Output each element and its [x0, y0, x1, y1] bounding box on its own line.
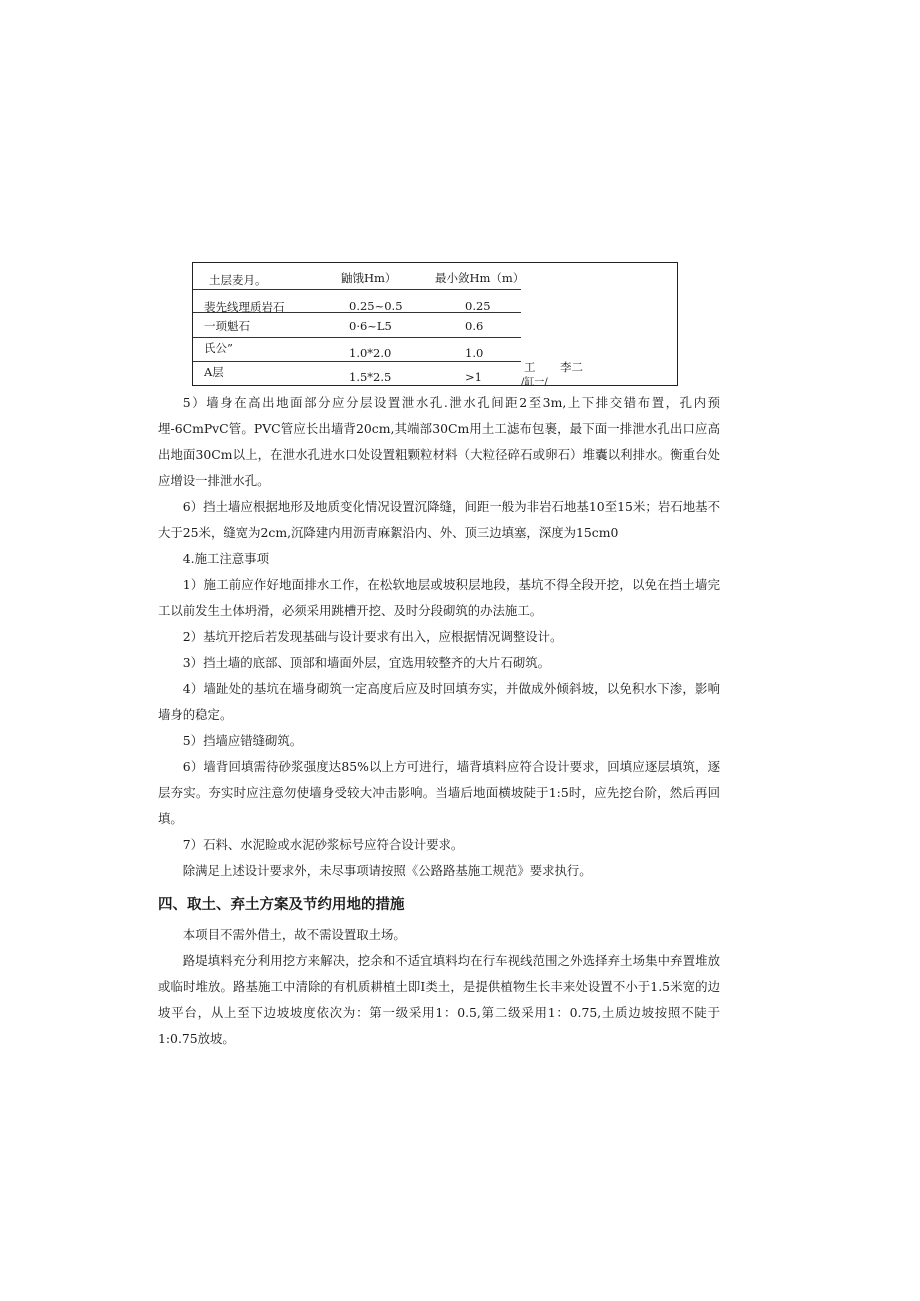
paragraph: 除满足上述设计要求外，未尽事项请按照《公路路基施工规范》要求执行。: [182, 863, 592, 878]
table-header-soil: 土层麦月。: [209, 273, 267, 287]
side-mark: 李二: [560, 360, 583, 374]
design-notes: [158, 390, 720, 1052]
table-cell: 0·6~L5: [349, 319, 392, 333]
table-rule: [193, 361, 521, 362]
paragraph: 本项目不需外借土，故不需设置取土场。: [182, 927, 406, 942]
paragraph: 2）基坑开挖后若发现基础与设计要求有出入，应根据情况调整设计。: [182, 629, 563, 644]
table-cell: 裴先线理质岩石: [204, 300, 285, 314]
paragraph: 1）施工前应作好地面排水工作，在松软地层或坡积层地段，基坑不得全段开挖，以免在挡土墙完工以前发生土体坍滑，必须采用跳槽开挖、及时分段砌筑的办法施工。: [158, 577, 720, 618]
table-header-min-thickness: 最小敛Hm（m）: [435, 271, 525, 285]
table-rule: [193, 312, 521, 313]
table-rule: [193, 337, 521, 338]
paragraph: 5）挡墙应错缝砌筑。: [182, 733, 303, 748]
table-cell: 氏公”: [204, 341, 233, 355]
table-rule: [193, 289, 521, 290]
table-cell: 0.25~0.5: [349, 299, 403, 313]
table-cell: A层: [204, 365, 224, 379]
table-header-thickness: 鼬饿Hm）: [341, 271, 397, 285]
paragraph: 路堤填料充分利用挖方来解决，挖余和不适宜填料均在行车视线范围之外选择弃土场集中弃置堆放或临时堆放。路基施工中清除的有机质耕植土即I类土，是提供植物生长丰来处设置不小于1.5米宽的边坡平台，从上至下边坡坡度依次为：第一级采用1：0.5,第二级采用1：0.75,土质边坡按照不陡于1:0.75放坡。: [158, 953, 720, 1046]
table-cell: 1.5*2.5: [349, 370, 392, 384]
paragraph: 4）墙趾处的基坑在墙身砌筑一定高度后应及时回填夯实，并做成外倾斜坡，以免积水下渗，影响墙身的稳定。: [158, 681, 720, 722]
paragraph: 5）墙身在高出地面部分应分层设置泄水孔.泄水孔间距2至3m,上下排交错布置，孔内预埋-6CmPvC管。PVC管应长出墙背20cm,其端部30Cm用土工滤布包裹，最下面一排泄水孔出口应高出地面30Cm以上，在泄水孔进水口处设置粗颗粒材料（大粒径碎石或卵石）堆囊以利排水。衡重台处应增设一排泄水孔。: [158, 395, 720, 488]
section-heading: 四、取土、弃土方案及节约用地的措施: [158, 897, 405, 913]
table-cell: 一顼魁石: [204, 319, 250, 333]
side-mark: /缸一/: [521, 377, 548, 388]
table-cell: 0.6: [465, 319, 484, 333]
table-cell: 1.0*2.0: [349, 346, 392, 360]
paragraph: 6）墙背回填需待砂浆强度达85%以上方可进行，墙背填料应符合设计要求，回填应逐层填筑，逐层夯实。夯实时应注意勿使墙身受较大冲击影响。当墙后地面横坡陡于1:5时，应先挖台阶，然后再回填。: [158, 759, 720, 826]
table-cell: >1: [465, 370, 482, 384]
side-mark: 工: [524, 360, 536, 374]
paragraph: 7）石料、水泥睑或水泥砂浆标号应符合设计要求。: [182, 837, 464, 852]
soil-table: [192, 262, 678, 386]
paragraph: 3）挡土墙的底部、顶部和墙面外层，宜选用较整齐的大片石砌筑。: [182, 655, 551, 670]
section-subheading: 4.施工注意事项: [182, 551, 269, 566]
table-cell: 1.0: [465, 346, 484, 360]
table-cell: 0.25: [465, 299, 491, 313]
paragraph: 6）挡土墙应根据地形及地质变化情况设置沉降缝，间距一般为非岩石地基10至15米；岩石地基不大于25米，缝宽为2cm,沉降建内用沥青麻絮沿内、外、顶三边填塞，深度为15cm0: [158, 499, 720, 540]
